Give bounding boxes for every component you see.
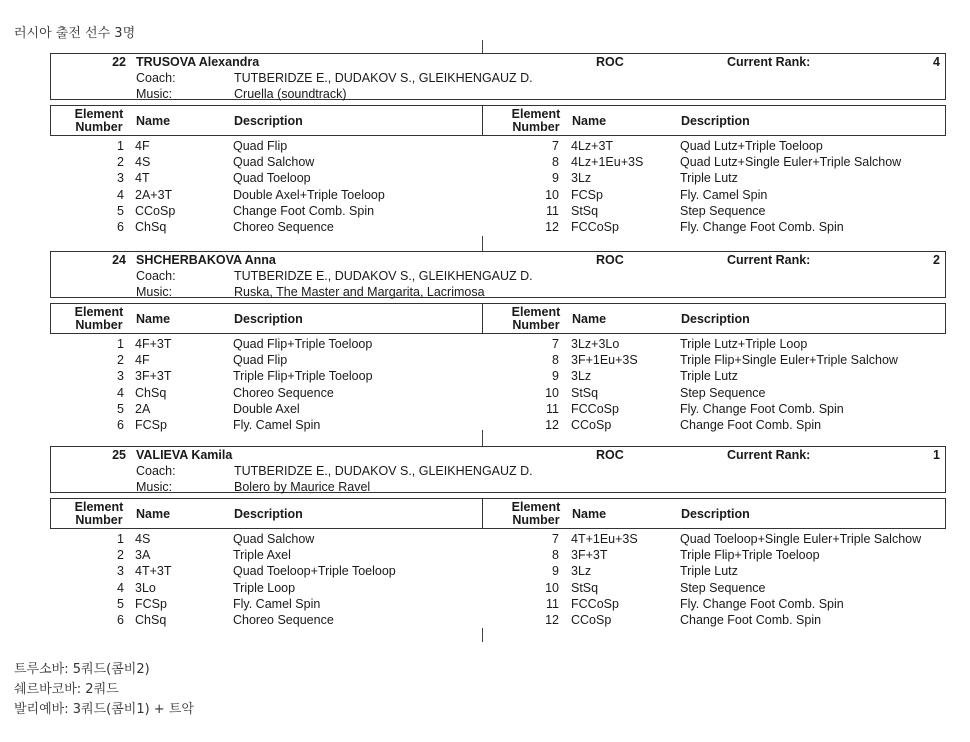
element-description: Step Sequence bbox=[680, 385, 766, 400]
element-description: Choreo Sequence bbox=[233, 220, 334, 234]
column-divider-bottom bbox=[482, 628, 483, 642]
element-description: Triple Lutz bbox=[680, 171, 738, 186]
element-description: Quad Toeloop bbox=[233, 171, 311, 186]
element-description: Fly. Change Foot Comb. Spin bbox=[680, 401, 844, 416]
element-number: 4 bbox=[117, 580, 124, 595]
header-divider bbox=[482, 304, 483, 333]
header-text: Element bbox=[74, 304, 124, 319]
element-description: Fly. Camel Spin bbox=[233, 596, 321, 611]
skater-block bbox=[50, 446, 946, 627]
header-text: Number bbox=[512, 317, 560, 332]
element-number-header bbox=[71, 304, 127, 333]
description-header: Description bbox=[234, 113, 303, 128]
element-description: Fly. Camel Spin bbox=[233, 418, 321, 432]
header-text: Element bbox=[74, 106, 124, 121]
header-text: Number bbox=[512, 512, 560, 527]
skater-name: TRUSOVA Alexandra bbox=[136, 55, 260, 69]
element-code: 3Lz+3Lo bbox=[571, 337, 620, 351]
element-code: 4T+1Eu+3S bbox=[571, 532, 638, 546]
current-rank-label: Current Rank: bbox=[727, 55, 811, 69]
element-number: 7 bbox=[552, 139, 559, 153]
name-header: Name bbox=[572, 506, 607, 521]
element-code: ChSq bbox=[135, 220, 167, 234]
element-description: Triple Flip+Triple Toeloop bbox=[233, 369, 373, 384]
element-code: 4Lz+3T bbox=[571, 139, 614, 153]
element-number: 4 bbox=[117, 385, 124, 400]
music-value: Cruella (soundtrack) bbox=[234, 87, 347, 101]
element-description: Quad Lutz+Single Euler+Triple Salchow bbox=[680, 155, 902, 170]
element-number: 5 bbox=[117, 596, 124, 611]
element-number: 6 bbox=[117, 613, 124, 627]
coach-label: Coach: bbox=[136, 464, 176, 478]
coach-value: TUTBERIDZE E., DUDAKOV S., GLEIKHENGAUZ D. bbox=[234, 269, 533, 283]
element-code: 3Lz bbox=[571, 369, 592, 384]
element-number: 12 bbox=[545, 220, 559, 234]
element-description: Quad Lutz+Triple Toeloop bbox=[680, 139, 823, 153]
element-code: 4F bbox=[135, 353, 150, 368]
element-description: Choreo Sequence bbox=[233, 385, 334, 400]
element-code: 4T+3T bbox=[135, 564, 172, 579]
element-number-header bbox=[508, 499, 564, 528]
header-text: Number bbox=[75, 317, 123, 332]
element-number: 3 bbox=[117, 564, 124, 579]
skater-info-box bbox=[50, 446, 946, 493]
note-line: 쉐르바코바: 2쿼드 bbox=[14, 682, 119, 697]
elements-header bbox=[50, 303, 946, 334]
element-number-header bbox=[508, 106, 564, 135]
element-number: 2 bbox=[117, 155, 124, 170]
element-code: 2A bbox=[135, 401, 151, 416]
header-text: Element bbox=[511, 304, 561, 319]
coach-label: Coach: bbox=[136, 71, 176, 85]
element-code: 3F+3T bbox=[135, 369, 172, 384]
element-description: Choreo Sequence bbox=[233, 613, 334, 627]
header-text: Number bbox=[75, 119, 123, 134]
element-description: Step Sequence bbox=[680, 580, 766, 595]
element-code: 3Lo bbox=[135, 580, 156, 595]
element-code: FCSp bbox=[571, 187, 603, 202]
music-label: Music: bbox=[136, 87, 173, 101]
description-header: Description bbox=[681, 113, 750, 128]
element-description: Change Foot Comb. Spin bbox=[680, 418, 822, 432]
name-header: Name bbox=[136, 506, 171, 521]
element-code: FCSp bbox=[135, 418, 167, 432]
element-description: Quad Flip+Triple Toeloop bbox=[233, 337, 373, 351]
element-code: 2A+3T bbox=[135, 187, 173, 202]
element-code: 4Lz+1Eu+3S bbox=[571, 155, 644, 170]
nation-code: ROC bbox=[596, 55, 624, 69]
element-code: CCoSp bbox=[135, 203, 176, 218]
element-number: 8 bbox=[552, 155, 559, 170]
skater-name: VALIEVA Kamila bbox=[136, 448, 233, 462]
element-code: StSq bbox=[571, 580, 599, 595]
element-number: 5 bbox=[117, 203, 124, 218]
name-header: Name bbox=[136, 311, 171, 326]
element-number: 9 bbox=[552, 564, 559, 579]
element-number: 4 bbox=[117, 187, 124, 202]
name-header: Name bbox=[572, 311, 607, 326]
element-number: 7 bbox=[552, 532, 559, 546]
element-number: 10 bbox=[545, 187, 559, 202]
element-code: 4F bbox=[135, 139, 150, 153]
element-number: 11 bbox=[546, 401, 559, 416]
element-code: 3Lz bbox=[571, 564, 592, 579]
element-number: 2 bbox=[117, 353, 124, 368]
element-description: Fly. Change Foot Comb. Spin bbox=[680, 596, 844, 611]
element-code: FCCoSp bbox=[571, 220, 619, 234]
skater-info-box bbox=[50, 53, 946, 100]
element-description: Quad Salchow bbox=[233, 155, 315, 170]
element-number: 10 bbox=[545, 385, 559, 400]
name-header: Name bbox=[136, 113, 171, 128]
element-code: 3Lz bbox=[571, 171, 592, 186]
current-rank-value: 4 bbox=[933, 55, 940, 69]
element-description: Triple Lutz bbox=[680, 564, 738, 579]
element-description: Quad Flip bbox=[233, 353, 288, 368]
element-description: Quad Salchow bbox=[233, 532, 315, 546]
element-code: FCCoSp bbox=[571, 401, 619, 416]
element-code: 4F+3T bbox=[135, 337, 172, 351]
element-number: 10 bbox=[545, 580, 559, 595]
element-number: 8 bbox=[552, 353, 559, 368]
note-line: 트루소바: 5쿼드(콤비2) bbox=[14, 662, 150, 677]
description-header: Description bbox=[681, 311, 750, 326]
element-number-header bbox=[508, 304, 564, 333]
element-description: Fly. Change Foot Comb. Spin bbox=[680, 220, 844, 234]
music-value: Bolero by Maurice Ravel bbox=[234, 480, 371, 494]
nation-code: ROC bbox=[596, 253, 624, 267]
summary-notes bbox=[14, 660, 194, 720]
element-code: 4S bbox=[135, 155, 151, 170]
header-text: Element bbox=[74, 499, 124, 514]
current-rank-label: Current Rank: bbox=[727, 253, 811, 267]
element-number: 11 bbox=[546, 596, 559, 611]
element-description: Triple Loop bbox=[233, 580, 296, 595]
element-description: Triple Axel bbox=[233, 548, 291, 563]
start-number: 24 bbox=[112, 253, 126, 267]
element-number: 12 bbox=[545, 613, 559, 627]
element-number: 6 bbox=[117, 418, 124, 432]
header-text: Number bbox=[512, 119, 560, 134]
element-number: 8 bbox=[552, 548, 559, 563]
header-text: Element bbox=[511, 499, 561, 514]
header-text: Element bbox=[511, 106, 561, 121]
elements-header bbox=[50, 105, 946, 136]
element-code: ChSq bbox=[135, 613, 167, 627]
element-description: Quad Flip bbox=[233, 139, 288, 153]
page-caption: 러시아 출전 선수 3명 bbox=[14, 26, 136, 41]
element-description: Triple Flip+Single Euler+Triple Salchow bbox=[680, 353, 898, 368]
start-number: 22 bbox=[112, 55, 126, 69]
note-line: 발리예바: 3쿼드(콤비1) + 트악 bbox=[14, 702, 194, 717]
element-code: FCCoSp bbox=[571, 596, 619, 611]
element-number: 2 bbox=[117, 548, 124, 563]
coach-value: TUTBERIDZE E., DUDAKOV S., GLEIKHENGAUZ D. bbox=[234, 71, 533, 85]
music-label: Music: bbox=[136, 480, 173, 494]
element-number: 12 bbox=[545, 418, 559, 432]
current-rank-value: 1 bbox=[933, 448, 940, 462]
element-code: 4T bbox=[135, 171, 150, 186]
element-code: StSq bbox=[571, 385, 599, 400]
coach-value: TUTBERIDZE E., DUDAKOV S., GLEIKHENGAUZ D. bbox=[234, 464, 533, 478]
column-divider-top bbox=[482, 40, 483, 53]
element-number: 3 bbox=[117, 171, 124, 186]
header-divider bbox=[482, 499, 483, 528]
element-description: Triple Flip+Triple Toeloop bbox=[680, 548, 820, 563]
element-description: Change Foot Comb. Spin bbox=[680, 613, 822, 627]
skater-block bbox=[50, 251, 946, 432]
description-header: Description bbox=[234, 506, 303, 521]
element-code: 4S bbox=[135, 532, 151, 546]
element-number: 3 bbox=[117, 369, 124, 384]
element-number: 5 bbox=[117, 401, 124, 416]
nation-code: ROC bbox=[596, 448, 624, 462]
element-code: ChSq bbox=[135, 385, 167, 400]
element-number-header bbox=[71, 499, 127, 528]
element-description: Step Sequence bbox=[680, 203, 766, 218]
start-number: 25 bbox=[112, 448, 126, 462]
element-number: 9 bbox=[552, 171, 559, 186]
element-code: 3F+1Eu+3S bbox=[571, 353, 638, 368]
music-value: Ruska, The Master and Margarita, Lacrimosa bbox=[234, 285, 485, 299]
element-number: 6 bbox=[117, 220, 124, 234]
element-code: 3A bbox=[135, 548, 151, 563]
current-rank-label: Current Rank: bbox=[727, 448, 811, 462]
element-code: 3F+3T bbox=[571, 548, 608, 563]
name-header: Name bbox=[572, 113, 607, 128]
element-description: Change Foot Comb. Spin bbox=[233, 203, 375, 218]
element-number: 11 bbox=[546, 203, 559, 218]
element-description: Double Axel bbox=[233, 401, 300, 416]
element-code: CCoSp bbox=[571, 613, 612, 627]
element-number-header bbox=[71, 106, 127, 135]
music-label: Music: bbox=[136, 285, 173, 299]
element-description: Triple Lutz+Triple Loop bbox=[680, 337, 808, 351]
element-number: 7 bbox=[552, 337, 559, 351]
header-text: Number bbox=[75, 512, 123, 527]
element-code: FCSp bbox=[135, 596, 167, 611]
element-number: 1 bbox=[117, 532, 124, 546]
coach-label: Coach: bbox=[136, 269, 176, 283]
description-header: Description bbox=[681, 506, 750, 521]
element-description: Fly. Camel Spin bbox=[680, 187, 768, 202]
skater-block bbox=[50, 53, 946, 234]
elements-header bbox=[50, 498, 946, 529]
element-description: Triple Lutz bbox=[680, 369, 738, 384]
column-divider-mid2 bbox=[482, 430, 483, 446]
column-divider-mid1 bbox=[482, 236, 483, 251]
element-number: 1 bbox=[117, 337, 124, 351]
skater-info-box bbox=[50, 251, 946, 298]
element-number: 1 bbox=[117, 139, 124, 153]
element-description: Double Axel+Triple Toeloop bbox=[233, 187, 385, 202]
element-description: Quad Toeloop+Triple Toeloop bbox=[233, 564, 396, 579]
description-header: Description bbox=[234, 311, 303, 326]
current-rank-value: 2 bbox=[933, 253, 940, 267]
element-description: Quad Toeloop+Single Euler+Triple Salchow bbox=[680, 532, 922, 546]
header-divider bbox=[482, 106, 483, 135]
element-code: StSq bbox=[571, 203, 599, 218]
element-code: CCoSp bbox=[571, 418, 612, 432]
skater-name: SHCHERBAKOVA Anna bbox=[136, 253, 276, 267]
element-number: 9 bbox=[552, 369, 559, 384]
